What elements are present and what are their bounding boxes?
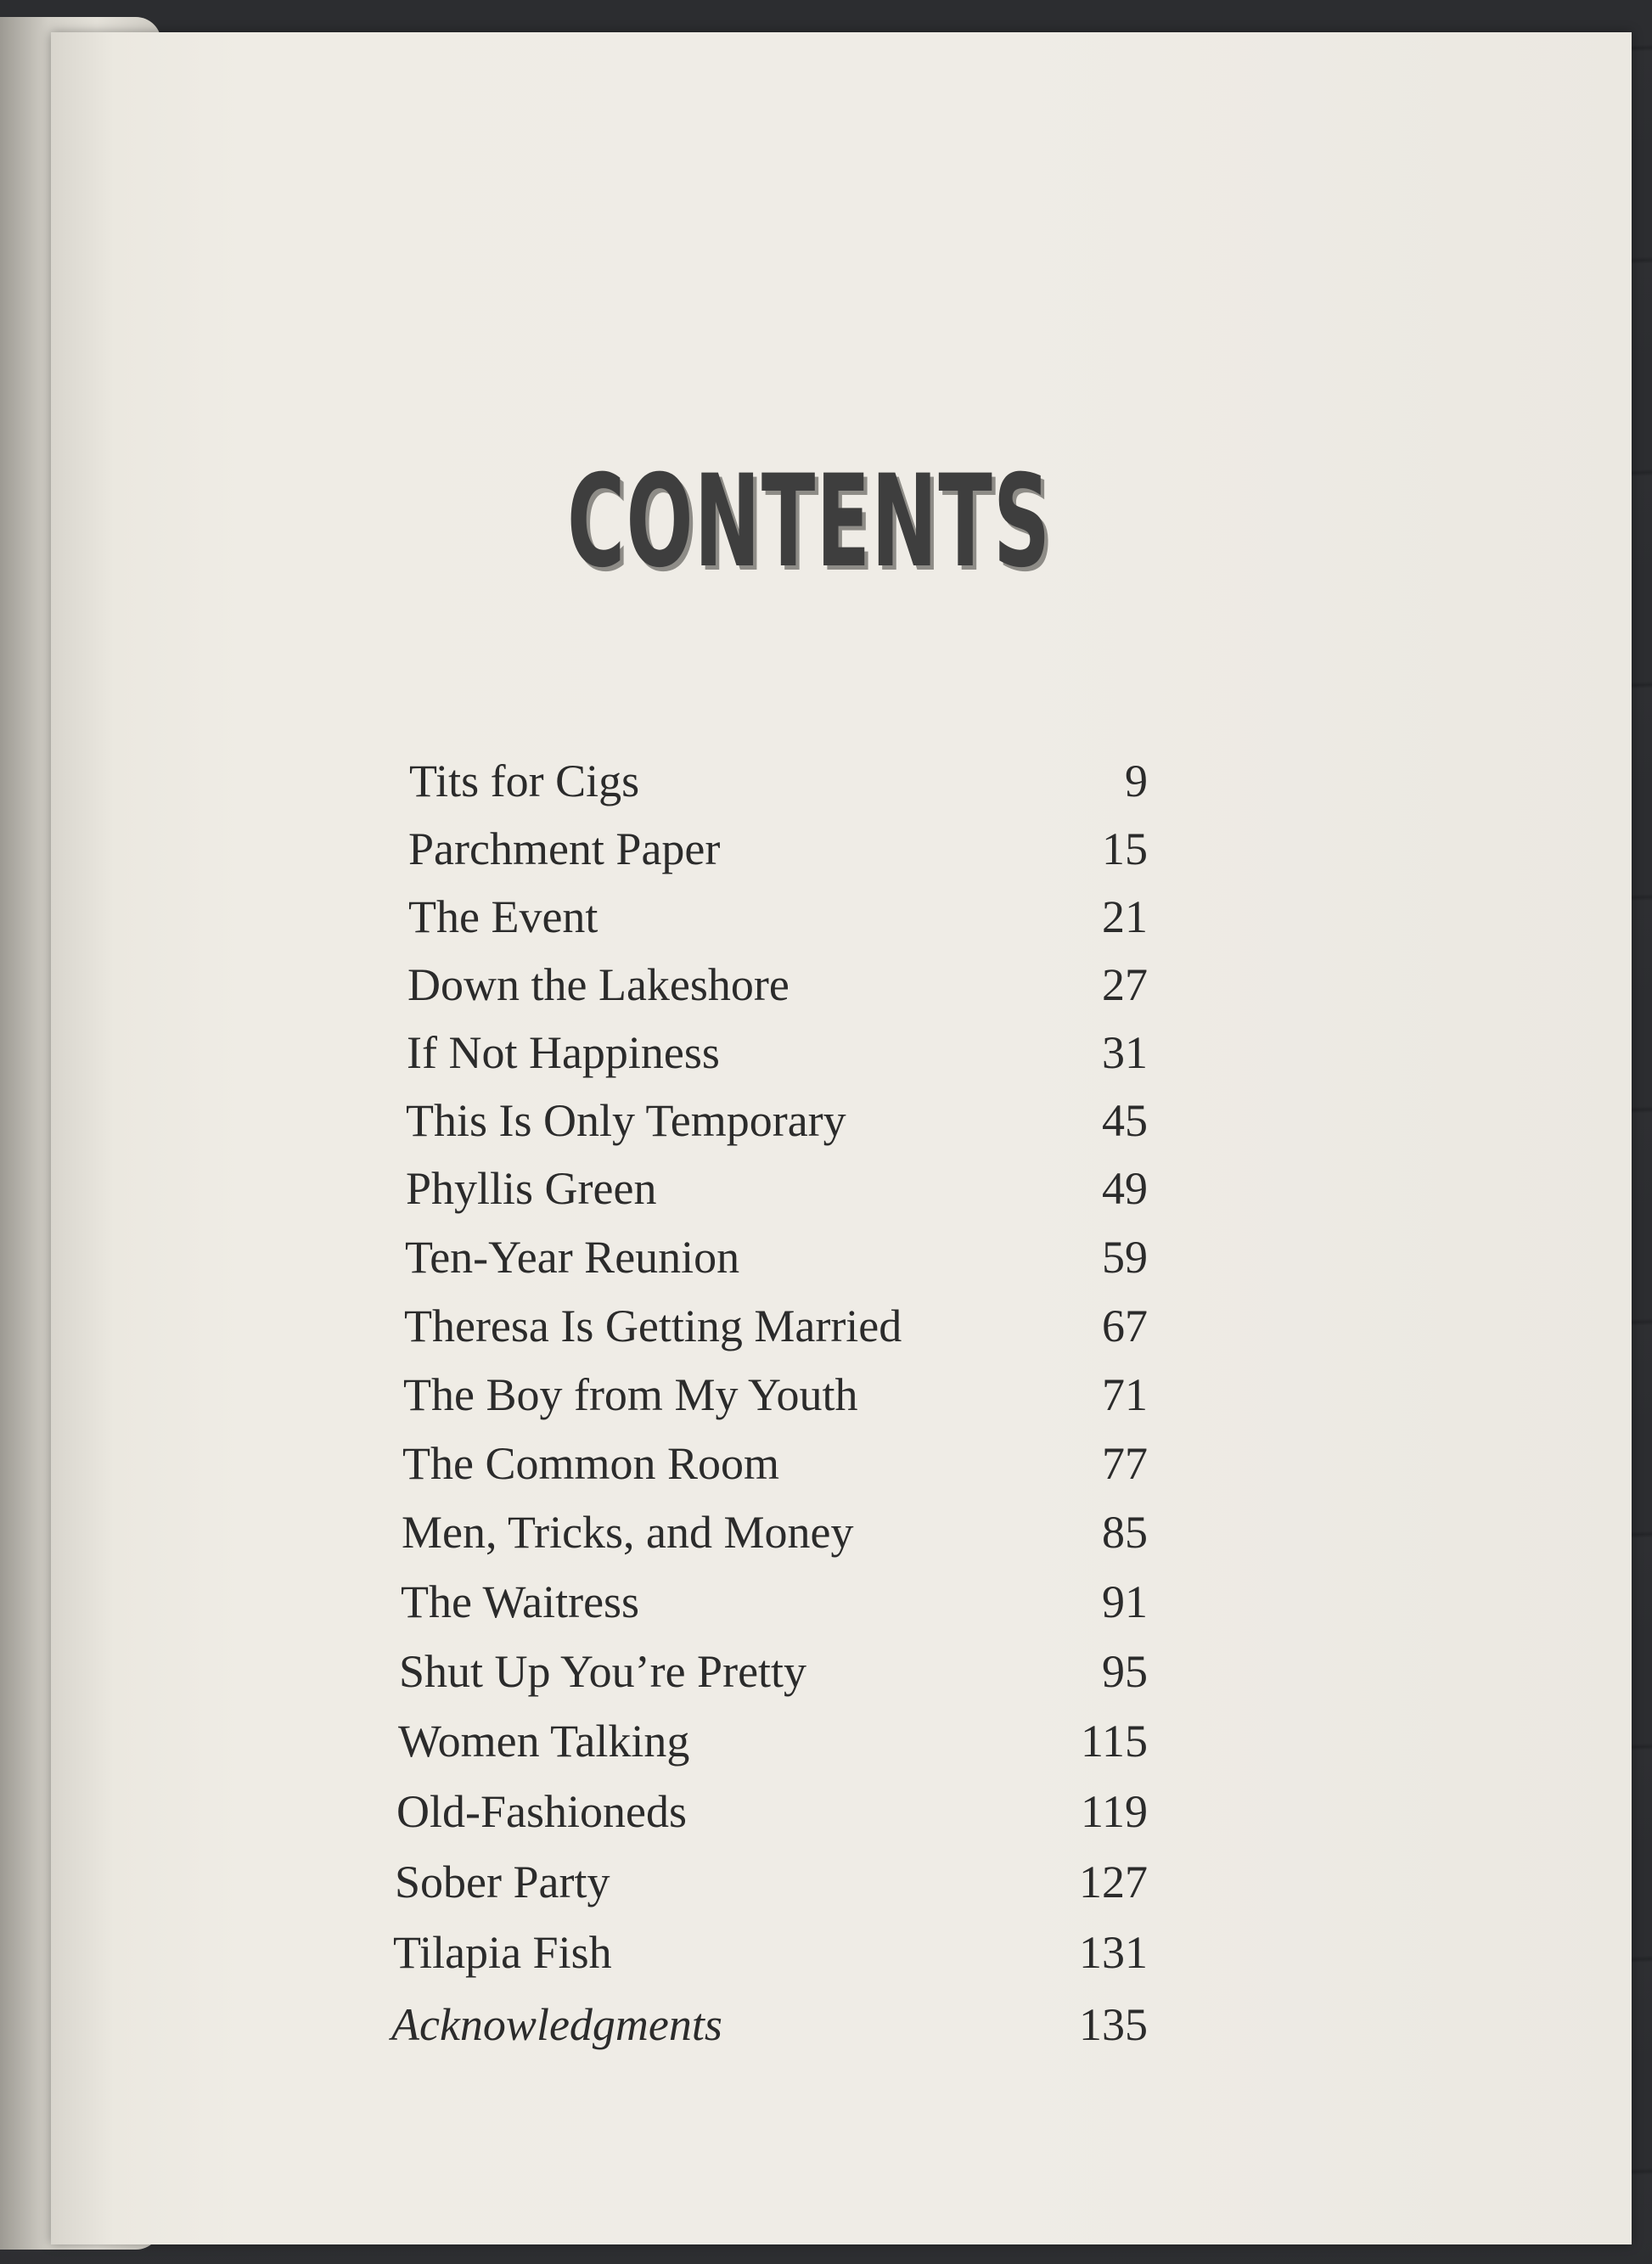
toc-entry-page: 31	[1102, 1027, 1148, 1078]
toc-entry-page: 131	[1079, 1927, 1148, 1978]
toc-entry-title: Acknowledgments	[391, 1999, 722, 2050]
toc-entry-page: 135	[1079, 1999, 1148, 2050]
toc-entry-title: Theresa Is Getting Married	[404, 1301, 902, 1351]
toc-entry-page: 27	[1102, 959, 1148, 1010]
toc-entry	[401, 1572, 1148, 1632]
toc-entry-page: 9	[1125, 756, 1148, 806]
toc-entry-title: Tits for Cigs	[409, 756, 640, 806]
toc-entry-title: Tilapia Fish	[393, 1927, 612, 1978]
toc-entry	[406, 1159, 1148, 1218]
toc-entry-page: 67	[1102, 1301, 1148, 1351]
toc-entry-title: Ten-Year Reunion	[405, 1232, 740, 1283]
toc-entry	[406, 1091, 1148, 1150]
toc-entry-page: 59	[1102, 1232, 1148, 1283]
toc-entry	[398, 1711, 1148, 1771]
toc-entry-page: 95	[1102, 1646, 1148, 1697]
toc-entry	[409, 751, 1148, 811]
toc-entry	[407, 1023, 1148, 1082]
toc-entry-title: The Boy from My Youth	[403, 1369, 858, 1420]
toc-entry	[402, 1503, 1148, 1562]
contents-heading: CONTENTS	[567, 448, 1052, 596]
toc-entry-page: 15	[1102, 823, 1148, 874]
toc-entry	[396, 1782, 1148, 1841]
toc-entry-title: The Common Room	[402, 1438, 779, 1489]
toc-entry	[407, 955, 1148, 1014]
toc-entry	[404, 1296, 1148, 1356]
toc-entry	[403, 1365, 1148, 1424]
toc-entry	[405, 1228, 1148, 1287]
toc-entry-title: This Is Only Temporary	[406, 1095, 846, 1146]
toc-entry	[391, 1995, 1148, 2054]
toc-entry	[399, 1642, 1148, 1701]
toc-entry-page: 45	[1102, 1095, 1148, 1146]
toc-entry-page: 119	[1081, 1786, 1148, 1837]
toc-entry-title: Sober Party	[395, 1857, 610, 1907]
toc-entry-page: 21	[1102, 891, 1148, 942]
toc-entry-page: 49	[1102, 1163, 1148, 1214]
toc-entry-title: Shut Up You’re Pretty	[399, 1646, 807, 1697]
toc-entry	[402, 1434, 1148, 1493]
toc-entry-title: Down the Lakeshore	[407, 959, 789, 1010]
toc-entry-page: 77	[1102, 1438, 1148, 1489]
toc-entry-page: 115	[1081, 1716, 1148, 1767]
toc-entry	[408, 887, 1148, 947]
toc-entry-page: 71	[1102, 1369, 1148, 1420]
toc-entry-title: Parchment Paper	[408, 823, 721, 874]
toc-entry-title: Women Talking	[398, 1716, 690, 1767]
toc-entry-title: The Event	[408, 891, 598, 942]
toc-entry-page: 127	[1079, 1857, 1148, 1907]
toc-entry	[408, 819, 1148, 879]
toc-entry-page: 85	[1102, 1507, 1148, 1558]
toc-entry-title: If Not Happiness	[407, 1027, 720, 1078]
toc-entry-title: The Waitress	[401, 1576, 640, 1627]
toc-entry	[395, 1852, 1148, 1912]
toc-entry-title: Old-Fashioneds	[396, 1786, 687, 1837]
toc-entry-title: Men, Tricks, and Money	[402, 1507, 854, 1558]
toc-entry-title: Phyllis Green	[406, 1163, 657, 1214]
toc-entry	[393, 1923, 1148, 1982]
toc-entry-page: 91	[1102, 1576, 1148, 1627]
